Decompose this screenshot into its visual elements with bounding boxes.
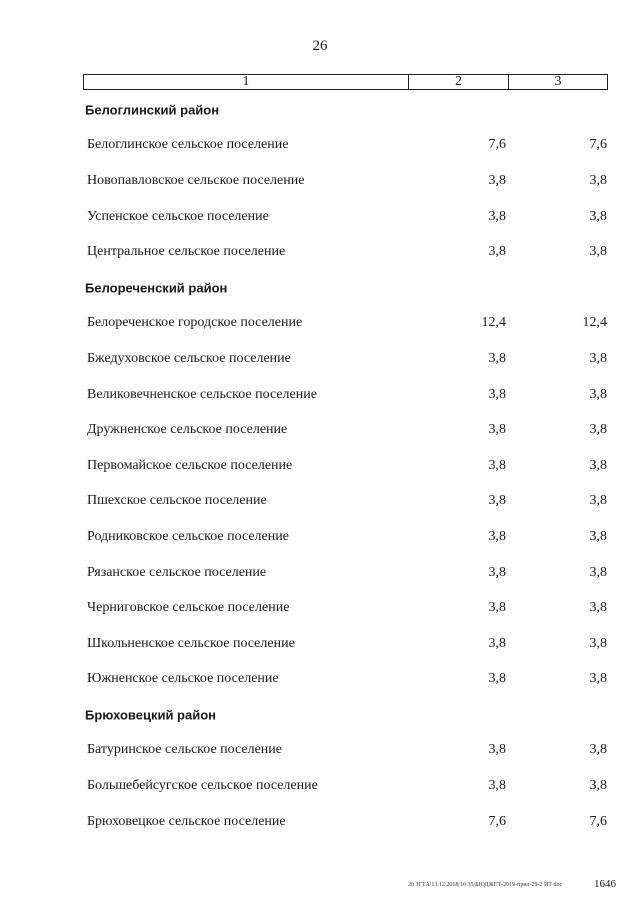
value-col-2: 7,6: [488, 813, 506, 829]
value-col-2: 3,8: [488, 208, 506, 224]
table-row: [0, 590, 640, 626]
value-col-3: 7,6: [589, 137, 607, 153]
settlement-name: Большебейсугское сельское поселение: [87, 778, 318, 794]
settlement-name: Первомайское сельское поселение: [87, 457, 293, 473]
settlement-name: Школьненское сельское поселение: [87, 635, 295, 651]
settlement-name: Пшехское сельское поселение: [87, 493, 267, 509]
settlement-name: Южненское сельское поселение: [87, 671, 279, 687]
value-col-2: 3,8: [488, 671, 506, 687]
district-name: Белореченский район: [85, 280, 228, 296]
table-row: [0, 626, 640, 662]
settlement-name: Брюховецкое сельское поселение: [87, 813, 286, 829]
table-row: [0, 199, 640, 235]
footer-sheet-number: 1646: [594, 878, 616, 890]
value-col-3: 12,4: [582, 315, 607, 331]
table-row: [0, 448, 640, 484]
settlement-name: Черниговское сельское поселение: [87, 600, 290, 616]
settlement-name: Родниковское сельское поселение: [87, 528, 289, 544]
settlement-name: Успенское сельское поселение: [87, 208, 269, 224]
value-col-2: 7,6: [488, 137, 506, 153]
value-col-2: 3,8: [488, 172, 506, 188]
value-col-3: 3,8: [589, 600, 607, 616]
table-row: [0, 484, 640, 520]
value-col-3: 3,8: [589, 635, 607, 651]
value-col-3: 3,8: [589, 350, 607, 366]
value-col-3: 7,6: [589, 813, 607, 829]
settlement-name: Белореченское городское поселение: [87, 315, 303, 331]
page-number: 26: [312, 38, 328, 54]
table-row: [0, 163, 640, 199]
table-row: [0, 412, 640, 448]
district-heading-row: [0, 92, 640, 128]
settlement-name: Новопавловское сельское поселение: [87, 172, 305, 188]
settlement-name: Белоглинское сельское поселение: [87, 137, 289, 153]
header-col-1: 1: [84, 75, 409, 89]
settlement-name: Великовечненское сельское поселение: [87, 386, 317, 402]
footer-file-note: 20 ЗГТА/13.12 2018/10 35/БЮДЖЕТ-2019-прил-29-2 ИТ doc: [408, 882, 563, 888]
table-header: [83, 74, 608, 90]
value-col-2: 3,8: [488, 528, 506, 544]
table-row: [0, 804, 640, 840]
value-col-2: 3,8: [488, 600, 506, 616]
table-row: [0, 733, 640, 769]
header-col-3: 3: [554, 74, 562, 89]
table-row: [0, 234, 640, 270]
district-heading-row: [0, 697, 640, 733]
value-col-2: 3,8: [488, 635, 506, 651]
table-row: [0, 555, 640, 591]
table-row: [0, 341, 640, 377]
value-col-3: 3,8: [589, 457, 607, 473]
header-col-2: 2: [409, 75, 509, 89]
value-col-3: 3,8: [589, 422, 607, 438]
value-col-2: 3,8: [488, 244, 506, 260]
value-col-3: 3,8: [589, 778, 607, 794]
value-col-3: 3,8: [589, 172, 607, 188]
value-col-2: 3,8: [488, 564, 506, 580]
value-col-3: 3,8: [589, 528, 607, 544]
value-col-3: 3,8: [589, 742, 607, 758]
table-row: [0, 519, 640, 555]
table-row: [0, 768, 640, 804]
value-col-2: 3,8: [488, 742, 506, 758]
settlement-name: Батуринское сельское поселение: [87, 742, 282, 758]
value-col-3: 3,8: [589, 564, 607, 580]
settlement-name: Центральное сельское поселение: [87, 244, 286, 260]
table-row: [0, 377, 640, 413]
value-col-3: 3,8: [589, 244, 607, 260]
value-col-2: 3,8: [488, 350, 506, 366]
settlement-name: Рязанское сельское поселение: [87, 564, 267, 580]
value-col-2: 3,8: [488, 778, 506, 794]
settlement-name: Бжедуховское сельское поселение: [87, 350, 291, 366]
table-body: [0, 92, 640, 839]
value-col-2: 3,8: [488, 493, 506, 509]
value-col-3: 3,8: [589, 386, 607, 402]
district-name: Брюховецкий район: [85, 707, 217, 723]
settlement-name: Дружненское сельское поселение: [87, 422, 288, 438]
value-col-2: 12,4: [481, 315, 506, 331]
value-col-3: 3,8: [589, 493, 607, 509]
table-row: [0, 128, 640, 164]
value-col-3: 3,8: [589, 671, 607, 687]
district-heading-row: [0, 270, 640, 306]
value-col-2: 3,8: [488, 422, 506, 438]
table-row: [0, 306, 640, 342]
district-name: Белоглинский район: [85, 102, 220, 118]
value-col-2: 3,8: [488, 386, 506, 402]
value-col-2: 3,8: [488, 457, 506, 473]
value-col-3: 3,8: [589, 208, 607, 224]
table-row: [0, 662, 640, 698]
